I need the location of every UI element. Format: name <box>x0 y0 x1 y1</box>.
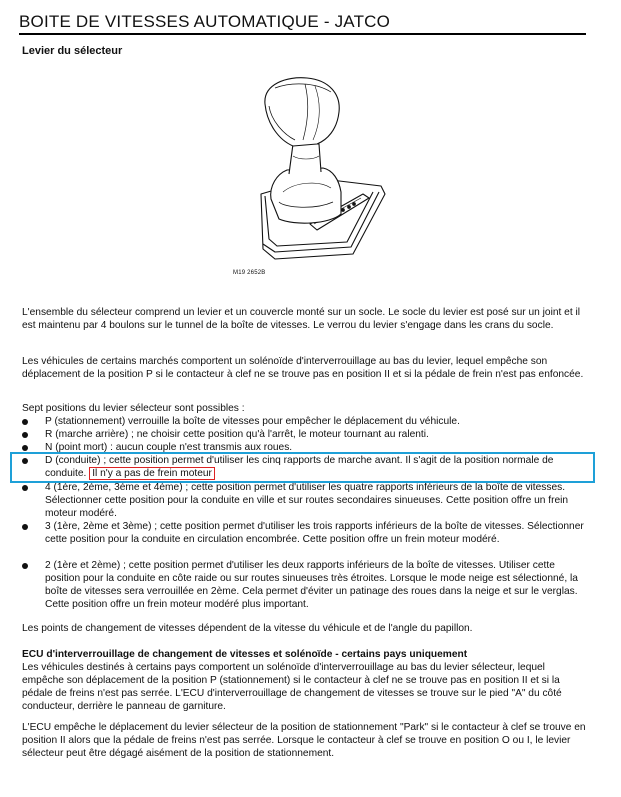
bullet-dot <box>22 445 28 451</box>
figure-caption: M19 2652B <box>233 270 266 276</box>
list-item-text: P (stationnement) verrouille la boîte de vitesses pour empêcher le déplacement du véhicule. <box>45 416 460 427</box>
section-heading-selector-lever: Levier du sélecteur <box>22 45 123 57</box>
bullet-dot <box>22 432 28 438</box>
paragraph-positions-intro: Sept positions du levier sélecteur sont possibles : <box>22 403 245 414</box>
gear-selector-illustration <box>235 74 395 264</box>
no-engine-brake-note: Il n'y a pas de frein moteur <box>89 467 215 480</box>
list-item-text: 4 (1ère, 2ème, 3ème et 4ème) ; cette position permet d'utiliser les quatre rapports inférieurs de la boîte de vitesses. Sélectionner cette position pour la conduite en ville et sur routes secondaires sinueuses. Cette position offre un frein moteur modéré. <box>45 482 569 520</box>
highlight-box <box>10 452 595 483</box>
paragraph-interlock-solenoid: Les véhicules de certains marchés comportent un solénoïde d'interverrouillage au bas du levier, lequel empêche son déplacement de la position P si le contacteur à clef ne se trouve pas en position II et si la pédale de frein n'est pas enfoncée. <box>22 356 584 381</box>
paragraph-interlock-ecu-location: Les véhicules destinés à certains pays comportent un solénoïde d'interverrouillage au bas du levier sélecteur, lequel empêche son déplacement de la position P (stationnement) si le contacteur à clef ne se trouve pas en position II et si la pédale de freins n'est pas serrée. L'ECU d'interverrouillage de changement de vitesses se trouve sur le pied "A" du côté conducteur, derrière le panneau de garniture. <box>22 662 562 713</box>
section-heading-interlock-ecu: ECU d'interverrouillage de changement de vitesses et solénoïde - certains pays uniquement <box>22 649 468 660</box>
header-rule <box>19 33 586 35</box>
bullet-dot <box>22 485 28 491</box>
paragraph-shift-points: Les points de changement de vitesses dépendent de la vitesse du véhicule et de l'angle du papillon. <box>22 623 473 634</box>
bullet-dot <box>22 563 28 569</box>
list-item-text: 2 (1ère et 2ème) ; cette position permet d'utiliser les deux rapports inférieurs de la boîte de vitesses. Utiliser cette position pour la conduite en côte raide ou sur routes sinueuses très étroites. Lorsque le mode neige est sélectionné, la boîte de vitesses sera verrouillée en 2ème. Cela permet d'éviter un patinage des roues dans la neige et sur le verglas. Cette position offre un frein moteur modéré plus important. <box>45 560 578 611</box>
paragraph-selector-assembly: L'ensemble du sélecteur comprend un levier et un couvercle monté sur un socle. Le socle du levier est posé sur un joint et il est maintenu par 4 boulons sur le tunnel de la boîte de vitesses. Le verrou du levier s'engage dans les crans du socle. <box>22 307 581 332</box>
list-item-text: 3 (1ère, 2ème et 3ème) ; cette position permet d'utiliser les trois rapports inférieurs de la boîte de vitesses. Sélectionner cette position pour la conduite en circulation encombrée. Cette position offre un frein moteur modéré. <box>45 521 584 546</box>
bullet-dot <box>22 524 28 530</box>
page-title: BOITE DE VITESSES AUTOMATIQUE - JATCO <box>19 12 391 31</box>
paragraph-interlock-ecu-function: L'ECU empêche le déplacement du levier sélecteur de la position de stationnement "Park" si le contacteur à clef se trouve en position II alors que la pédale de freins n'est pas serrée. Lorsque le contacteur à clef se trouve en position O ou I, le levier sélecteur peut être dégagé aisément de la position de stationnement. <box>22 722 586 760</box>
position-d-description: D (conduite) ; cette position permet d'utiliser les cinq rapports de marche avant. Il s'agit de la position normale de conduite. <box>45 455 554 480</box>
list-item-text: N (point mort) : aucun couple n'est transmis aux roues. <box>45 442 293 453</box>
bullet-dot <box>22 419 28 425</box>
list-item-text: R (marche arrière) ; ne choisir cette position qu'à l'arrêt, le moteur tournant au ralenti. <box>45 429 429 440</box>
